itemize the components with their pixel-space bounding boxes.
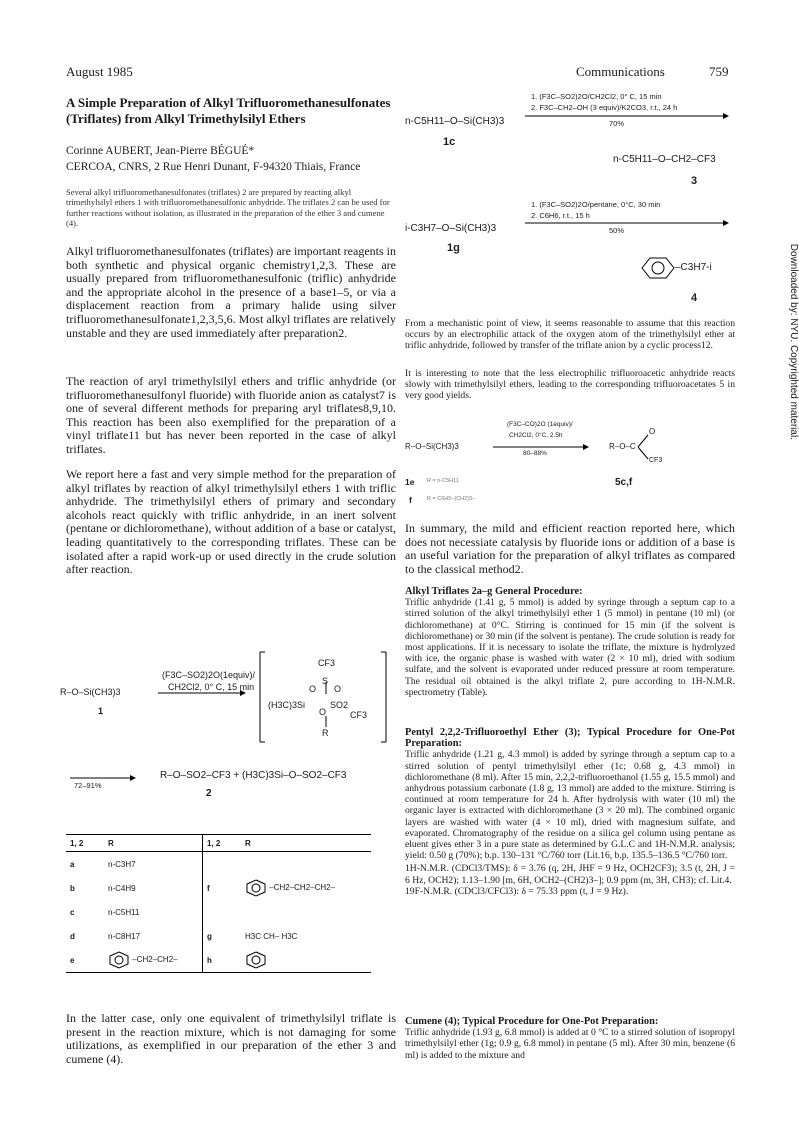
- section-title: Pentyl 2,2,2-Trifluoroethyl Ether (3); Typical Procedure for One-Pot Preparation:: [405, 727, 735, 750]
- scheme1-product-number: 2: [206, 788, 212, 799]
- scheme2-condition-1a: 1. (F3C–SO2)2O/CH2Cl2, 0° C, 15 min: [531, 92, 662, 101]
- table-cell: h: [203, 948, 242, 973]
- page-number: 759: [709, 64, 729, 79]
- table-header: 1, 2: [203, 835, 242, 852]
- scheme-3: [405, 405, 735, 510]
- table-row: [66, 948, 371, 973]
- table-row: [66, 924, 371, 948]
- authors: Corinne AUBERT, Jean-Pierre BÉGUÉ*: [66, 145, 255, 157]
- table-cell: [203, 852, 242, 877]
- download-notice: Downloaded by: NYU. Copyrighted material.: [788, 243, 799, 440]
- section-ether-3: [405, 727, 735, 897]
- scheme2-reactant-2: i-C3H7–O–Si(CH3)3: [405, 223, 497, 234]
- benzene-ring-icon: [245, 879, 267, 897]
- section-text: Triflic anhydride (1.41 g, 5 mmol) is added by syringe through a septum cap to a stirred solution of the alkyl trimethylsilyl ether 1 (5 mmol) in pentane (10 ml) (or dichloromethane) at 0°C. Stirring is continued for 15 min (if the solvent is dichloromethane) or 30 min (if the solvent is pentane). The crude solution is ready for most applications. If it is necessary to isolate the triflate, the mixture is hydrolyzed with ice, the organic phase is washed with water (2 × 10 ml), dried with sodium sulfate, and the solvent is evaporated under reduced pressure at room temperature. The residual oil obtained is the alkyl triflate 2, pure according to 1H-N.M.R. spectrometry (Table).: [405, 597, 735, 698]
- scheme3-product-number: 5c,f: [615, 477, 633, 488]
- scheme1-yield: 72–91%: [74, 781, 102, 790]
- table-cell: [241, 900, 371, 924]
- table-row: [66, 876, 371, 900]
- scheme3-entry-e: 1e: [405, 477, 415, 487]
- scheme-2: [405, 88, 735, 313]
- scheme2-product-2-number: 4: [691, 292, 698, 304]
- article-title: A Simple Preparation of Alkyl Trifluoromethanesulfonates (Triflates) from Alkyl Trimethylsilyl Ethers: [66, 95, 391, 126]
- nmr-19f: 19F-N.M.R. (CDCl3/CFCl3): δ = 75.33 ppm (t, J = 9 Hz).: [405, 885, 629, 897]
- table-cell: n-C8H17: [108, 931, 141, 941]
- table-cell: [203, 900, 242, 924]
- scheme3-oxygen: O: [649, 427, 656, 436]
- section-title: Alkyl Triflates 2a–g General Procedure:: [405, 586, 583, 597]
- scheme3-product: R–O–C: [609, 442, 636, 451]
- scheme1-reactant-number: 1: [98, 706, 104, 716]
- section-cumene: [405, 1016, 735, 1061]
- intermediate-cf3b: CF3: [350, 710, 368, 720]
- scheme2-reactant-1: n-C5H11–O–Si(CH3)3: [405, 116, 505, 127]
- table-cell: H3C CH– H3C: [245, 931, 298, 941]
- paragraph-aryl: The reaction of aryl trimethylsilyl ethers and triflic anhydride (or trifluoromethanesulfonyl fluoride) with fluoride anion as catalyst7 is one of several different methods for preparing aryl triflates8,9,10. This reaction has been also exemplified for the preparation of a vinyl triflate11 but has never been reported in the case of alkyl triflates.: [66, 374, 396, 456]
- table-cell: n-C5H11: [108, 907, 140, 917]
- table-cell: a: [70, 859, 75, 869]
- scheme2-condition-2a: 1. (F3C–SO2)2O/pentane, 0°C, 30 min: [531, 200, 661, 209]
- table-cell: [104, 948, 203, 973]
- scheme3-entry-e-r: R = n-C5H11: [427, 478, 459, 484]
- intermediate-o2: O: [334, 684, 342, 694]
- paragraph-mechanism: From a mechanistic point of view, it seems reasonable to assume that this reaction occurs by an electrophilic attack of the oxygen atom of the trimethylsilyl ether at triflic anhydride, followed by transfer of the triflate anion by a cyclic process12.: [405, 318, 735, 352]
- table-cell-text: –CH2–CH2–: [132, 955, 178, 965]
- scheme1-reactant: R–O–Si(CH3)3: [60, 687, 121, 697]
- paragraph-trifluoroacetic: It is interesting to note that the less electrophilic trifluoroacetic anhydride reacts slowly with trimethylsilyl ethers, leading to the corresponding trifluoroacetates 5 in very good yields.: [405, 368, 735, 402]
- scheme3-entry-f: f: [409, 495, 412, 505]
- intermediate-o1: O: [309, 684, 317, 694]
- journal-section: Communications: [576, 64, 665, 79]
- scheme2-condition-2b: 2. C6H6, r.t., 15 h: [531, 211, 590, 220]
- scheme-1: [60, 650, 400, 815]
- section-general-procedure: [405, 586, 735, 698]
- scheme3-reagent: (F3C–CO)2O (1equiv)/: [507, 421, 573, 428]
- scheme1-conditions: CH2Cl2, 0° C, 15 min: [168, 682, 255, 692]
- intermediate-cf3: CF3: [318, 658, 336, 668]
- affiliation: CERCOA, CNRS, 2 Rue Henri Dunant, F-94320 Thiais, France: [66, 161, 361, 173]
- scheme2-reactant-2-number: 1g: [447, 242, 460, 254]
- intermediate-si: (H3C)3Si: [268, 700, 306, 710]
- table-cell: [241, 852, 371, 877]
- section-text: Triflic anhydride (1.93 g, 6.8 mmol) is added at 0 °C to a stirred solution of isopropyl trimethylsilyl ether (1g; 0.9 g, 6.8 mmol) in pentane (5 ml). After 30 min, benzene (6 ml) is added to the mixture and: [405, 1027, 735, 1061]
- scheme2-reactant-1-number: 1c: [443, 136, 456, 148]
- scheme3-yield: 80–88%: [523, 450, 547, 457]
- intermediate-r: R: [322, 728, 329, 738]
- table-cell: f: [203, 876, 242, 900]
- substituent-table: [66, 834, 371, 973]
- intermediate-so2: SO2: [330, 700, 349, 710]
- scheme2-product-1-number: 3: [691, 175, 698, 187]
- paragraph-report: We report here a fast and very simple method for the preparation of alkyl triflates by reaction of alkyl trimethylsilyl ethers 1 with triflic anhydride. The trimethylsilyl ethers of primary and secondary alcohols react quickly with triflic anhydride, in an inert solvent (pentane or dichloromethane), without addition of a base or catalyst, leading quantitatively to the corresponding triflates. These can be isolated after a rapid work-up or used directly in the crude solution after reaction.: [66, 467, 396, 577]
- table-cell: e: [66, 948, 104, 973]
- running-date: August 1985: [66, 64, 133, 79]
- table-cell: n-C4H9: [108, 883, 136, 893]
- scheme3-entry-f-r: R = C6H5–(CH2)3–: [427, 496, 476, 502]
- table-header: R: [104, 835, 203, 852]
- scheme2-yield-1: 70%: [609, 119, 625, 128]
- table-cell: n-C3H7: [108, 859, 136, 869]
- table-row: [66, 900, 371, 924]
- scheme1-products: R–O–SO2–CF3 + (H3C)3Si–O–SO2–CF3: [160, 770, 347, 781]
- scheme1-reagent: (F3C–SO2)2O(1equiv)/: [162, 670, 256, 680]
- scheme2-product-2: –C3H7-i: [675, 262, 712, 273]
- table-cell-text: –CH2–CH2–CH2–: [269, 883, 336, 893]
- benzene-ring-icon: [245, 951, 267, 969]
- scheme3-cf3: CF3: [649, 457, 663, 464]
- paragraph-intro: Alkyl trifluoromethanesulfonates (triflates) are important reagents in both synthetic and physical organic chemistry1,2,3. These are usually prepared from trifluoromethanesulfonic (triflic) anhydride and the appropriate alcohol in the presence of a base1–5, or via a displacement reaction from a primary halide using silver trifluoromethanesulfonate1,2,3,5,6. Most alkyl triflates are relatively unstable and they are used immediately after preparation2.: [66, 244, 396, 340]
- section-text: Triflic anhydride (1.21 g, 4.3 mmol) is added by syringe through a septum cap to a stirred solution of pentyl trimethylsilyl ether (1c; 0.68 g, 4.3 mmol) in dichloromethane (8 ml). After 15 min, 2,2,2-trifluoroethanol (1.55 g, 15.5 mmol) and anhydrous potassium carbonate (1.8 g, 13 mmol) are added to the mixture. Stirring is continued at room temperature for 24 h. After hydrolysis with water (10 ml) the organic layer is extracted with dichloromethane (3 × 20 ml). The combined organic layers are washed with water (4 × 10 ml), dried with magnesium sulfate, and evaporated. Chromatography of the residue on a silica gel column using pentane as eluent gives ether 3 in a pure state as determined by G.L.C and 1H-N.M.R. analysis; yield: 0.50 g (70%); b.p. 130–131 °C/760 torr (Lit.16, b.p. 135.5–136.5 °C/760 torr.: [405, 749, 735, 862]
- nmr-1h: 1H-N.M.R. (CDCl3/TMS): δ = 3.76 (q, 2H, JHF = 9 Hz, OCH2CF3); 3.5 (t, 2H, J = 6 Hz, OCH2); 1.13–1.90 [m, 6H, OCH2–(CH2)3–]; 0.9 ppm (m, 3H, CH3); cf. Lit.4.: [405, 863, 735, 886]
- abstract: Several alkyl trifluoromethanesulfonates (triflates) 2 are prepared by reacting alkyl trimethylsilyl ethers 1 with trifluoromethanesulfonic anhydride. The triflates 2 can be used for further reactions without isolation, as illustrated in the preparation of the ether 3 and cumene (4).: [66, 187, 390, 229]
- table-cell: [241, 948, 371, 973]
- scheme3-conditions: CH2Cl2, 0°C, 2.5h: [509, 432, 563, 439]
- table-cell: g: [203, 924, 242, 948]
- table-header: 1, 2: [66, 835, 104, 852]
- table-header: R: [241, 835, 371, 852]
- scheme2-yield-2: 50%: [609, 226, 625, 235]
- intermediate-s: S: [322, 676, 329, 686]
- table-row: [66, 852, 371, 877]
- table-cell: d: [70, 931, 75, 941]
- intermediate-o3: O: [319, 707, 327, 717]
- table-cell: b: [70, 883, 75, 893]
- authors-block: [66, 143, 396, 175]
- section-title: Cumene (4); Typical Procedure for One-Pot Preparation:: [405, 1016, 659, 1027]
- paragraph-summary: In summary, the mild and efficient reaction reported here, which does not necessiate catalysis by fluoride ions or addition of a base is an useful variation for the preparation of alkyl triflates as compared to the classical method2.: [405, 521, 735, 576]
- scheme2-condition-1b: 2. F3C–CH2–OH (3 equiv)/K2CO3, r.t., 24 h: [531, 103, 678, 112]
- table-cell: [241, 876, 371, 900]
- scheme2-product-1: n-C5H11–O–CH2–CF3: [613, 154, 716, 165]
- table-header-row: [66, 835, 371, 852]
- scheme3-reactant: R–O–Si(CH3)3: [405, 442, 459, 451]
- paragraph-latter-case: In the latter case, only one equivalent of trimethylsilyl triflate is present in the reaction mixture, which is not damaging for some utilizations, as exemplified in our preparation of the ether 3 and cumene (4).: [66, 1011, 396, 1066]
- table-cell: c: [70, 907, 75, 917]
- benzene-ring-icon: [108, 951, 130, 969]
